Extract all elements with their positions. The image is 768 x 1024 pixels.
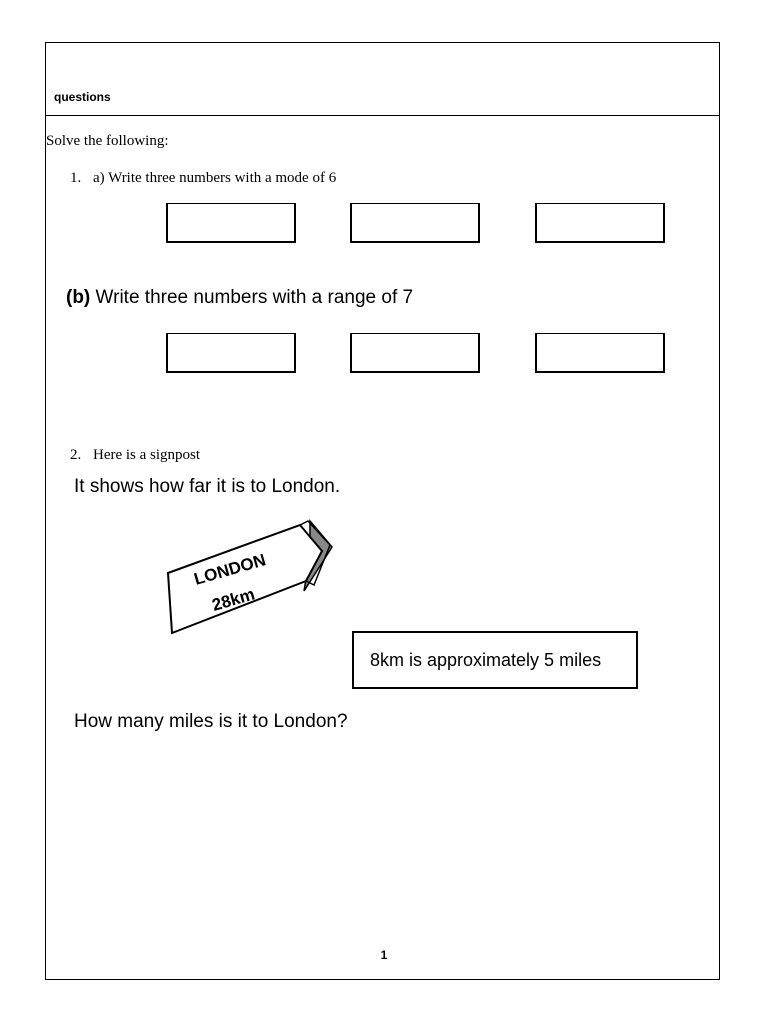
answer-box-1a-1[interactable] <box>166 203 296 243</box>
header-divider <box>45 115 720 116</box>
page-number: 1 <box>380 948 388 962</box>
london-signpost-illustration <box>160 515 340 645</box>
conversion-text: 8km is approximately 5 miles <box>370 649 602 670</box>
question-2-number: 2. <box>70 447 82 463</box>
question-2-intro: Here is a signpost <box>93 447 201 463</box>
conversion-box <box>352 631 638 689</box>
answer-box-1b-2[interactable] <box>350 333 480 373</box>
header-title: questions <box>54 90 111 104</box>
answer-box-1a-2[interactable] <box>350 203 480 243</box>
question-1a-text: a) Write three numbers with a mode of 6 <box>93 170 337 186</box>
question-1-number: 1. <box>70 170 82 186</box>
answer-box-1b-1[interactable] <box>166 333 296 373</box>
question-1b-text: Write three numbers with a range of 7 <box>95 287 414 308</box>
sign-distance: 28km <box>209 584 257 615</box>
question-1b <box>66 287 413 309</box>
question-2-question: How many miles is it to London? <box>74 711 348 732</box>
answer-box-1a-3[interactable] <box>535 203 665 243</box>
sign-city: LONDON <box>191 550 268 589</box>
question-2-shows: It shows how far it is to London. <box>74 476 341 497</box>
answer-box-1b-3[interactable] <box>535 333 665 373</box>
question-1b-label: (b) <box>66 287 91 308</box>
intro-text: Solve the following: <box>46 133 169 149</box>
